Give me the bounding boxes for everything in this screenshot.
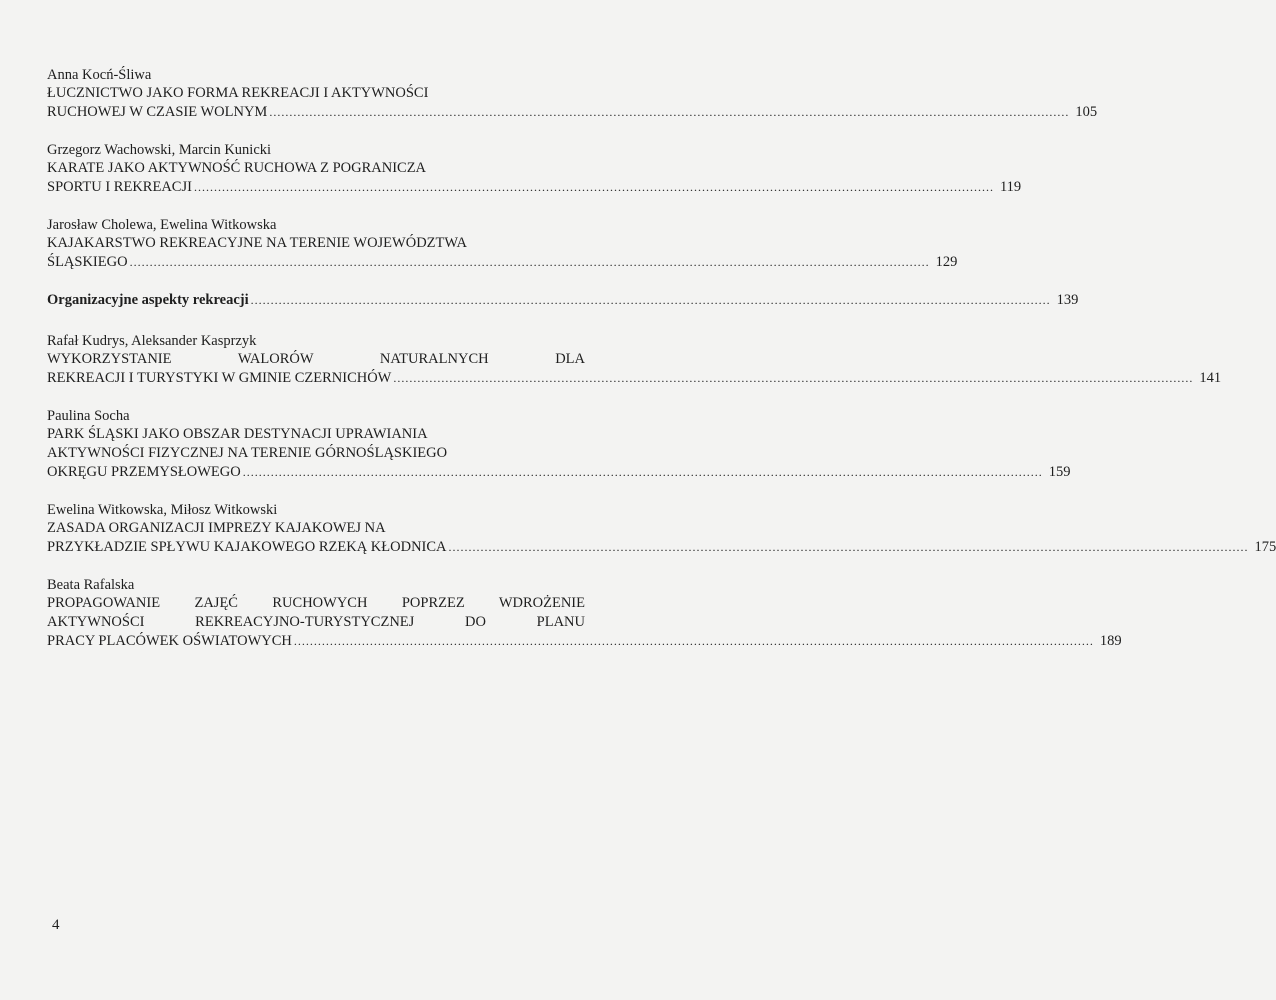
entry-title-last-line [47,463,1071,482]
dot-leader: ........................................................................................................................................................................................................ [242,465,1043,479]
entry-author: Jarosław Cholewa, Ewelina Witkowska [47,217,277,233]
dot-leader: ........................................................................................................................................................................................................ [393,371,1194,385]
dot-leader: ........................................................................................................................................................................................................ [250,293,1051,307]
entry-author: Rafał Kudrys, Aleksander Kasprzyk [47,333,257,349]
dot-leader: ........................................................................................................................................................................................................ [448,540,1249,554]
entry-author: Anna Kocń-Śliwa [47,67,152,83]
entry-title-last-line [47,369,1222,388]
entry-author: Grzegorz Wachowski, Marcin Kunicki [47,142,272,158]
entry-title-end: OKRĘGU PRZEMYSŁOWEGO [47,464,241,480]
entry-title-line: AKTYWNOŚCI REKREACYJNO-TURYSTYCZNEJ DO PLANU [47,614,585,630]
entry-title-line: PROPAGOWANIE ZAJĘĆ RUCHOWYCH POPRZEZ WDROŻENIE [47,595,585,611]
entry-title-line: WYKORZYSTANIE WALORÓW NATURALNYCH DLA [47,351,585,367]
toc-entry [47,141,1022,197]
table-of-contents [47,66,1276,670]
entry-page-number: 105 [1075,104,1098,120]
entry-title-line: KAJAKARSTWO REKREACYJNE NA TERENIE WOJEWÓDZTWA [47,235,467,251]
page-number: 4 [52,917,60,933]
entry-title-last-line [47,632,1122,651]
dot-leader: ........................................................................................................................................................................................................ [269,105,1070,119]
entry-title-last-line [47,178,1022,197]
toc-entry [47,501,1276,557]
dot-leader: ........................................................................................................................................................................................................ [293,634,1094,648]
entry-author: Paulina Socha [47,408,130,424]
entry-page-number: 139 [1056,292,1079,308]
entry-title-end: RUCHOWEJ W CZASIE WOLNYM [47,104,268,120]
entry-page-number: 175 [1254,539,1276,555]
entry-title-end: PRZYKŁADZIE SPŁYWU KAJAKOWEGO RZEKĄ KŁODNICA [47,539,447,555]
entry-title-end: ŚLĄSKIEGO [47,254,128,270]
toc-entry [47,576,1122,651]
entry-title-last-line [47,253,958,272]
entry-title-last-line [47,103,1098,122]
entry-title-line: PARK ŚLĄSKI JAKO OBSZAR DESTYNACJI UPRAWIANIA [47,426,428,442]
entry-author: Ewelina Witkowska, Miłosz Witkowski [47,502,278,518]
entry-title-end: SPORTU I REKREACJI [47,179,192,195]
entry-title-last-line [47,538,1276,557]
toc-entry [47,66,1098,122]
toc-section-heading [47,291,1079,310]
entry-title-end: REKREACJI I TURYSTYKI W GMINIE CZERNICHÓW [47,370,392,386]
entry-title-line: ŁUCZNICTWO JAKO FORMA REKREACJI I AKTYWNOŚCI [47,85,429,101]
entry-page-number: 189 [1099,633,1122,649]
toc-entry [47,216,958,272]
section-title: Organizacyjne aspekty rekreacji [47,292,249,308]
entry-page-number: 159 [1048,464,1071,480]
entry-page-number: 119 [999,179,1022,195]
toc-entry [47,407,1071,482]
dot-leader: ........................................................................................................................................................................................................ [193,180,994,194]
entry-title-line: KARATE JAKO AKTYWNOŚĆ RUCHOWA Z POGRANICZA [47,160,427,176]
toc-entry [47,332,1222,388]
entry-title-line: AKTYWNOŚCI FIZYCZNEJ NA TERENIE GÓRNOŚLĄSKIEGO [47,445,448,461]
entry-author: Beata Rafalska [47,577,135,593]
dot-leader: ........................................................................................................................................................................................................ [129,255,930,269]
entry-title-end: PRACY PLACÓWEK OŚWIATOWYCH [47,633,292,649]
entry-page-number: 129 [935,254,958,270]
entry-page-number: 141 [1199,370,1222,386]
section-line [47,291,1079,310]
entry-title-line: ZASADA ORGANIZACJI IMPREZY KAJAKOWEJ NA [47,520,386,536]
